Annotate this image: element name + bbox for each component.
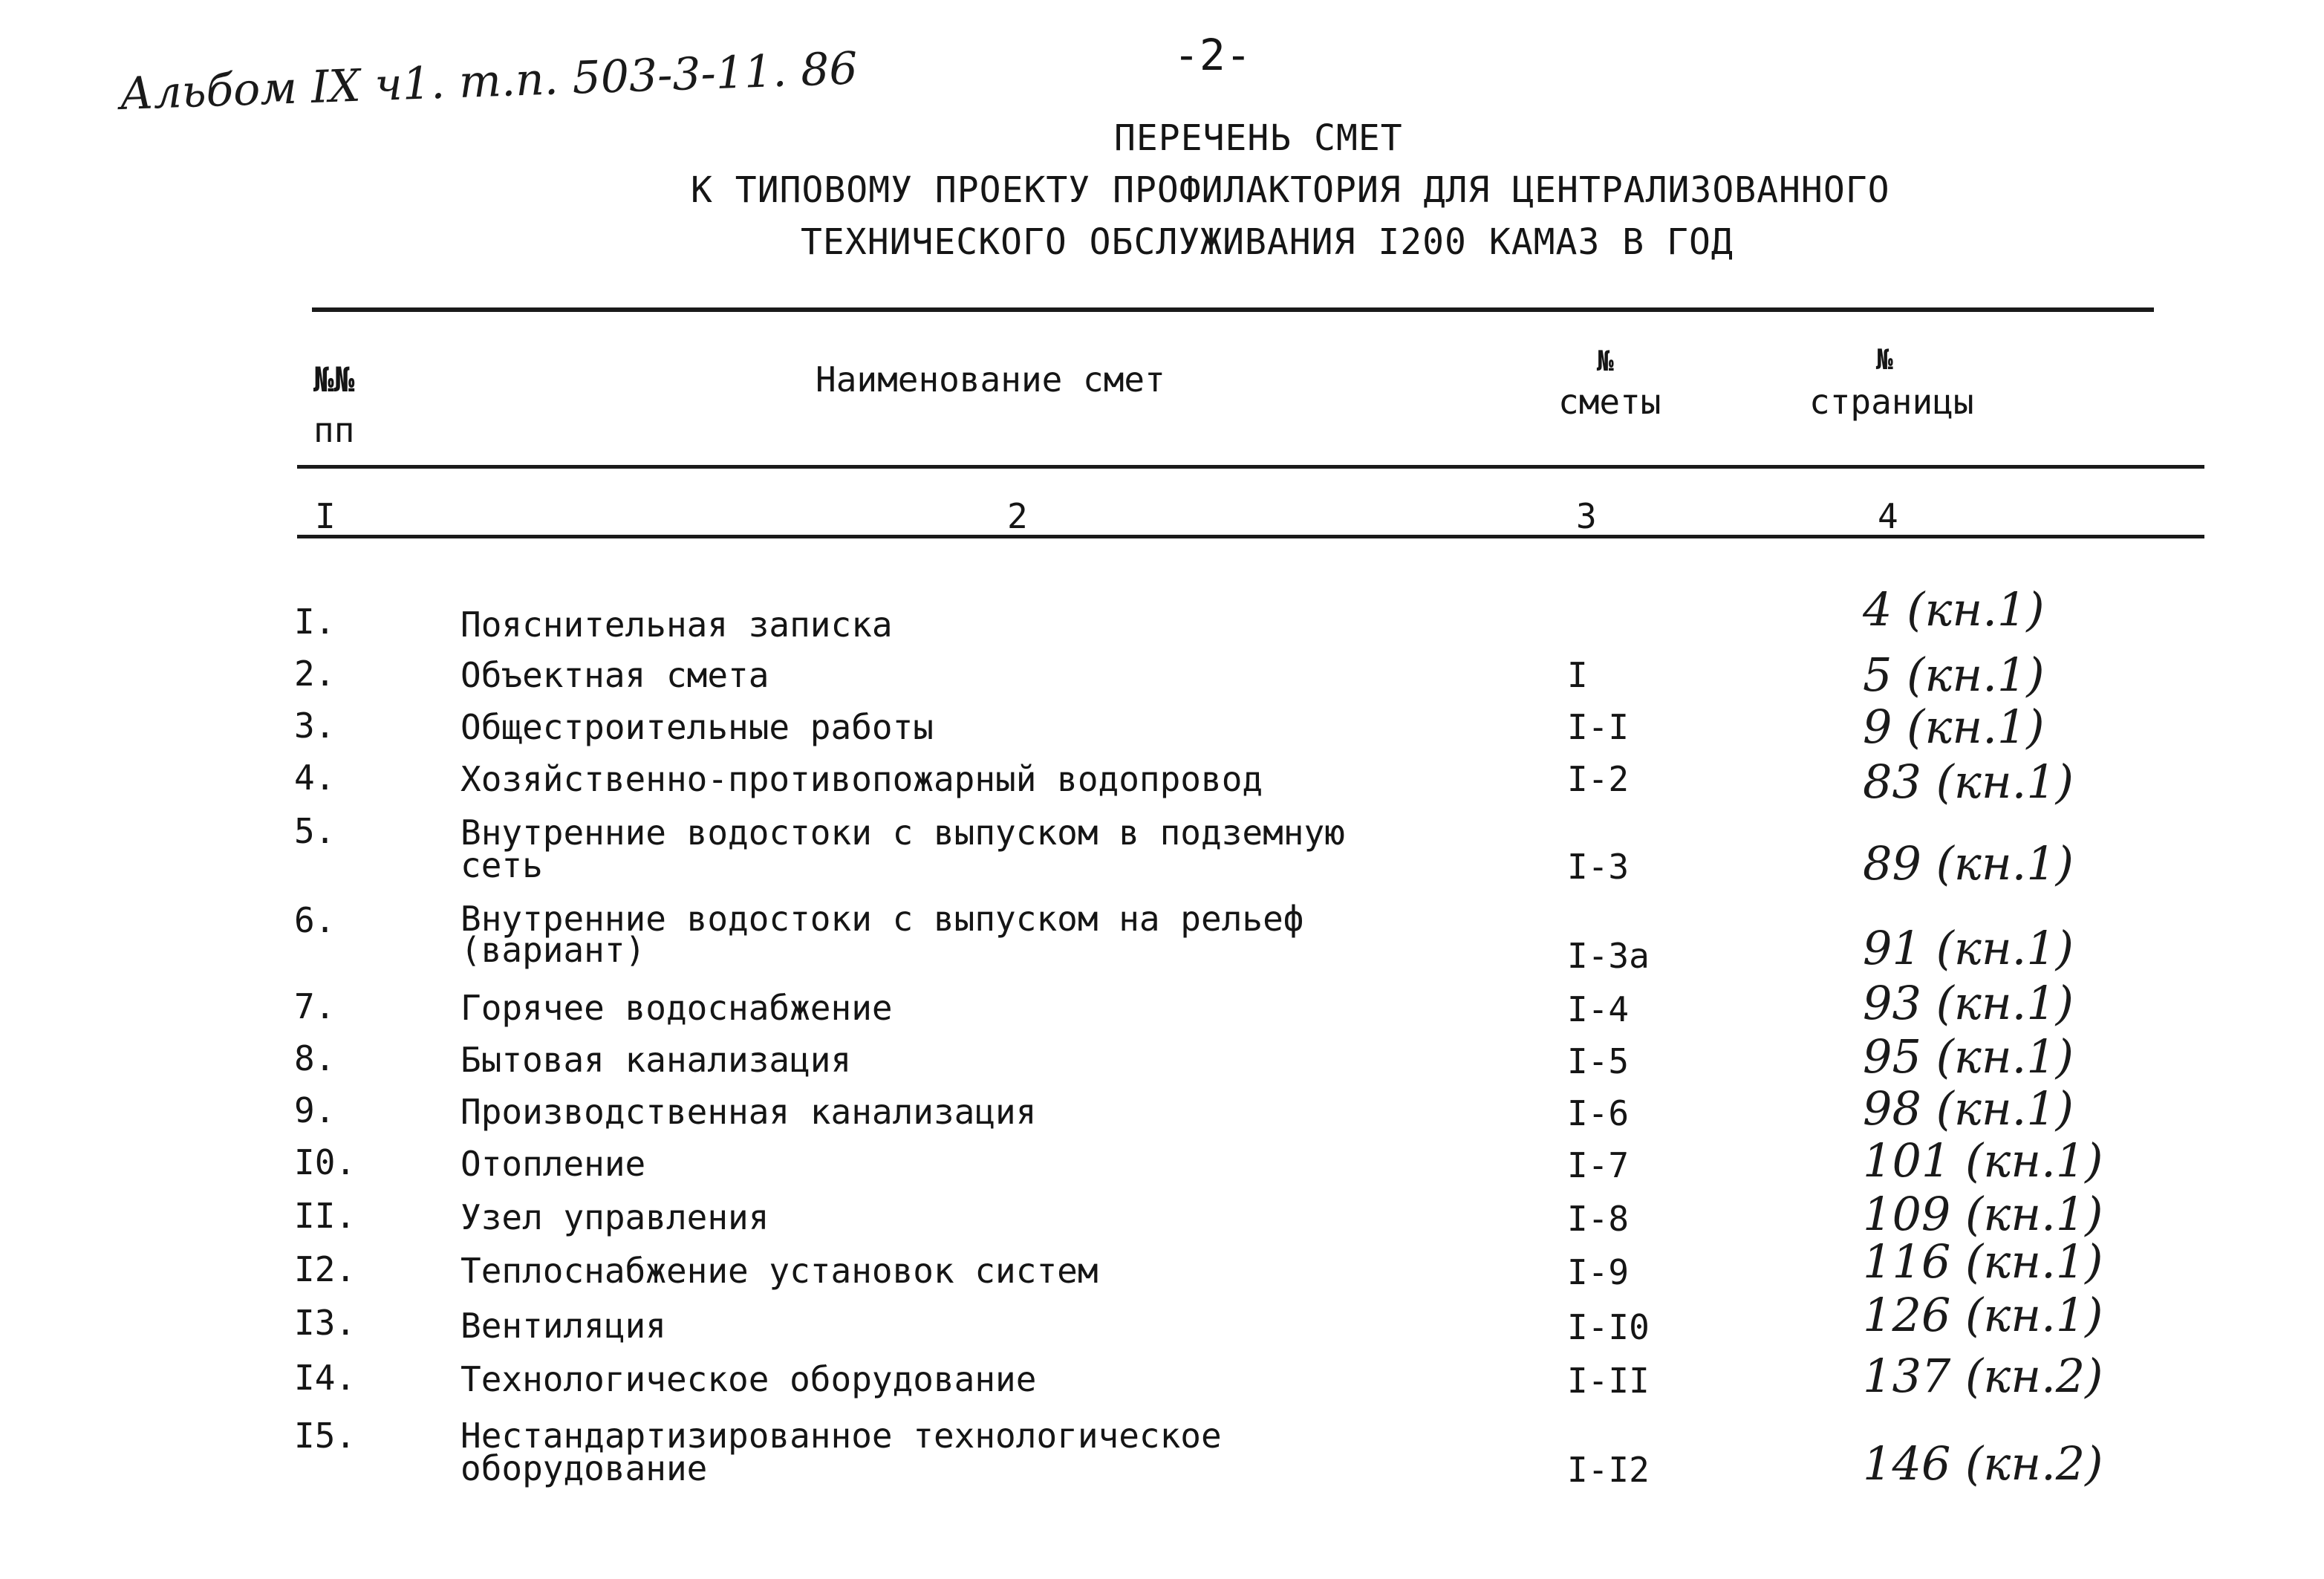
- row-page-ref: 95 (кн.1): [1863, 1029, 2074, 1084]
- row-page-ref: 146 (кн.2): [1863, 1436, 2103, 1491]
- row-estimate-name: Общестроительные работы: [460, 707, 934, 747]
- row-estimate-name: Вентиляция: [460, 1306, 666, 1346]
- header-page-number-sign: №: [1876, 343, 1893, 376]
- row-estimate-number: I-2: [1567, 759, 1630, 799]
- row-number: 9.: [294, 1090, 336, 1130]
- row-number: I5.: [294, 1416, 357, 1456]
- row-number: II.: [294, 1196, 357, 1236]
- row-estimate-name: Бытовая канализация: [460, 1040, 852, 1080]
- row-estimate-name-continued: (вариант): [460, 930, 646, 970]
- row-estimate-number: I-9: [1567, 1252, 1630, 1292]
- column-number-rule: [297, 535, 2204, 538]
- row-number: 6.: [294, 900, 336, 940]
- row-estimate-number: I-7: [1567, 1145, 1630, 1185]
- row-estimate-name: Технологическое оборудование: [460, 1359, 1037, 1399]
- row-page-ref: 4 (кн.1): [1863, 582, 2045, 637]
- row-page-ref: 9 (кн.1): [1863, 700, 2045, 754]
- row-page-ref: 137 (кн.2): [1863, 1349, 2103, 1403]
- row-estimate-name: Нестандартизированное технологическое: [460, 1416, 1222, 1456]
- row-estimate-number: I-I0: [1567, 1307, 1650, 1347]
- row-page-ref: 83 (кн.1): [1863, 755, 2074, 809]
- row-estimate-number: I-II: [1567, 1361, 1650, 1401]
- row-estimate-number: I: [1567, 655, 1588, 695]
- document-title: ПЕРЕЧЕНЬ СМЕТ: [1114, 117, 1403, 159]
- row-estimate-name: Объектная смета: [460, 655, 769, 695]
- row-number: 3.: [294, 706, 336, 746]
- row-number: 2.: [294, 654, 336, 694]
- row-number: 4.: [294, 758, 336, 798]
- row-estimate-number: I-4: [1567, 989, 1630, 1029]
- row-number: I3.: [294, 1303, 357, 1343]
- row-number: I.: [294, 602, 336, 642]
- row-estimate-number: I-6: [1567, 1093, 1630, 1133]
- header-row-number-sign: №№: [313, 359, 355, 400]
- column-number-4: 4: [1878, 496, 1898, 536]
- row-page-ref: 91 (кн.1): [1863, 921, 2074, 975]
- row-number: 8.: [294, 1038, 336, 1078]
- row-estimate-name: Отопление: [460, 1144, 646, 1184]
- row-page-ref: 89 (кн.1): [1863, 836, 2074, 891]
- row-page-ref: 109 (кн.1): [1863, 1187, 2103, 1241]
- row-page-ref: 5 (кн.1): [1863, 648, 2045, 702]
- table-top-rule: [312, 307, 2154, 312]
- column-number-3: 3: [1576, 496, 1597, 536]
- header-estimate-number-sign: №: [1597, 345, 1614, 377]
- header-estimate-number-label: сметы: [1558, 382, 1661, 422]
- row-page-ref: 93 (кн.1): [1863, 976, 2074, 1030]
- row-estimate-number: I-5: [1567, 1041, 1630, 1081]
- header-row-number-label: пп: [313, 410, 355, 450]
- row-page-ref: 126 (кн.1): [1863, 1288, 2103, 1342]
- row-estimate-name: Хозяйственно-противопожарный водопровод: [460, 759, 1263, 799]
- document-subtitle-line-2: ТЕХНИЧЕСКОГО ОБСЛУЖИВАНИЯ I200 КАМАЗ В ГОД: [801, 221, 1734, 263]
- row-page-ref: 101 (кн.1): [1863, 1133, 2103, 1188]
- row-estimate-name: Горячее водоснабжение: [460, 988, 893, 1028]
- document-subtitle-line-1: К ТИПОВОМУ ПРОЕКТУ ПРОФИЛАКТОРИЯ ДЛЯ ЦЕНТРАЛИЗОВАННОГО: [691, 169, 1890, 211]
- page-number: -2-: [1174, 30, 1251, 80]
- row-estimate-name: Узел управления: [460, 1197, 769, 1237]
- row-estimate-name: Внутренние водостоки с выпуском в подземную: [460, 813, 1345, 853]
- row-estimate-number: I-8: [1567, 1199, 1630, 1239]
- row-page-ref: 116 (кн.1): [1863, 1234, 2103, 1289]
- row-estimate-name: Теплоснабжение установок систем: [460, 1251, 1098, 1291]
- header-bottom-rule: [297, 465, 2204, 469]
- row-estimate-number: I-3: [1567, 847, 1630, 887]
- row-estimate-name-continued: сеть: [460, 845, 543, 885]
- column-number-1: I: [315, 496, 336, 536]
- header-estimate-name: Наименование смет: [816, 359, 1165, 400]
- row-number: 7.: [294, 986, 336, 1026]
- row-number: I0.: [294, 1142, 357, 1182]
- column-number-2: 2: [1007, 496, 1028, 536]
- row-estimate-number: I-I: [1567, 707, 1630, 747]
- row-estimate-name: Пояснительная записка: [460, 605, 893, 645]
- header-page-number-label: страницы: [1809, 382, 1974, 422]
- album-note: Альбом IX ч1. т.п. 503-3-11. 86: [119, 42, 859, 120]
- row-estimate-number: I-3а: [1567, 936, 1650, 976]
- row-estimate-name: Внутренние водостоки с выпуском на рельеф: [460, 899, 1304, 939]
- row-number: 5.: [294, 811, 336, 851]
- row-estimate-name-continued: оборудование: [460, 1448, 708, 1488]
- row-number: I2.: [294, 1249, 357, 1289]
- row-number: I4.: [294, 1358, 357, 1398]
- row-page-ref: 98 (кн.1): [1863, 1081, 2074, 1136]
- row-estimate-number: I-I2: [1567, 1450, 1650, 1490]
- row-estimate-name: Производственная канализация: [460, 1092, 1037, 1132]
